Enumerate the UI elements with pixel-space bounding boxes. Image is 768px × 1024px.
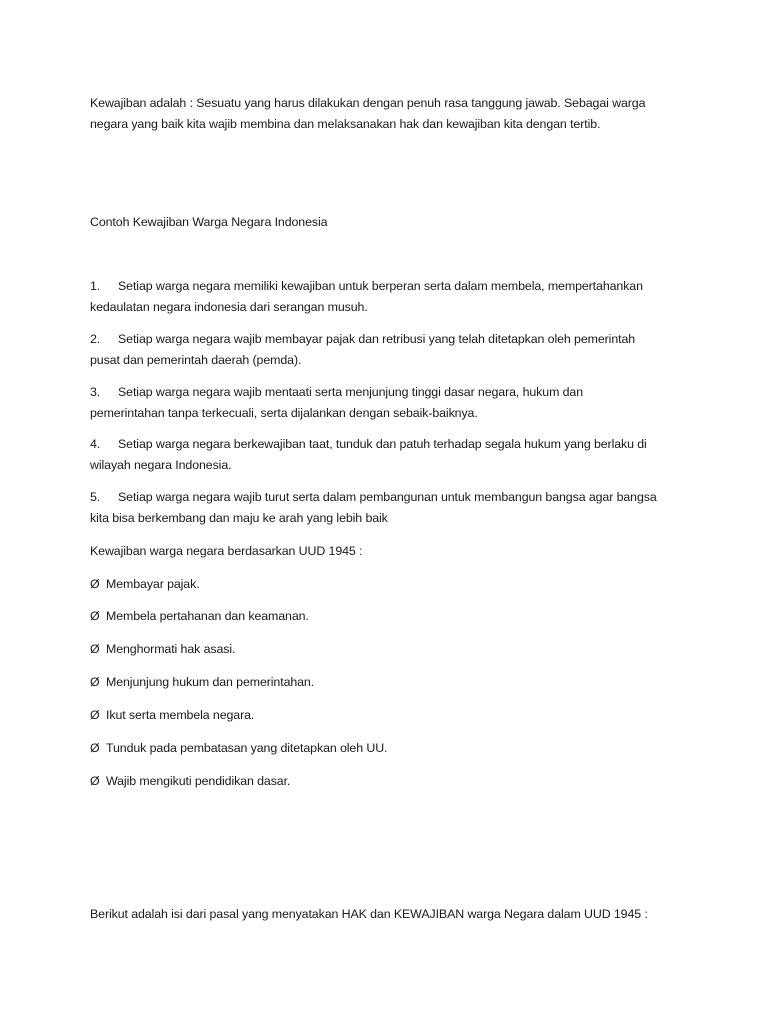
example-item-2 <box>90 329 690 371</box>
example-item-1 <box>90 276 690 318</box>
example-line-2: kedaulatan negara indonesia dari serangan musuh. <box>90 300 368 314</box>
uud-list-item: Ø Tunduk pada pembatasan yang ditetapkan oleh UU. <box>90 738 387 759</box>
example-line-2: pemerintahan tanpa terkecuali, serta dijalankan dengan sebaik-baiknya. <box>90 406 478 420</box>
uud-list-item: Ø Ikut serta membela negara. <box>90 705 254 726</box>
example-number: 3. <box>90 385 101 399</box>
example-number: 2. <box>90 332 101 346</box>
example-line-2: wilayah negara Indonesia. <box>90 458 232 472</box>
example-line-2: kita bisa berkembang dan maju ke arah yang lebih baik <box>90 511 388 525</box>
example-item-4 <box>90 434 690 476</box>
uud-list-item: Ø Menjunjung hukum dan pemerintahan. <box>90 672 314 693</box>
bullet-icon: Ø <box>90 642 100 656</box>
uud-list-item: Ø Menghormati hak asasi. <box>90 639 235 660</box>
bullet-icon: Ø <box>90 741 100 755</box>
uud-list-item: Ø Wajib mengikuti pendidikan dasar. <box>90 771 290 792</box>
example-item-5 <box>90 487 690 529</box>
intro-paragraph <box>90 93 690 135</box>
intro-line-2: negara yang baik kita wajib membina dan melaksanakan hak dan kewajiban kita dengan tertib. <box>90 117 601 131</box>
bullet-icon: Ø <box>90 675 100 689</box>
bullet-icon: Ø <box>90 708 100 722</box>
example-number: 5. <box>90 490 101 504</box>
example-line-1: Setiap warga negara memiliki kewajiban untuk berperan serta dalam membela, mempertahankan <box>118 279 643 293</box>
bullet-icon: Ø <box>90 774 100 788</box>
example-line-1: Setiap warga negara berkewajiban taat, tunduk dan patuh terhadap segala hukum yang berlaku di <box>118 437 647 451</box>
example-line-1: Setiap warga negara wajib turut serta dalam pembangunan untuk membangun bangsa agar bangsa <box>118 490 657 504</box>
uud-heading: Kewajiban warga negara berdasarkan UUD 1945 : <box>90 544 363 558</box>
example-line-1: Setiap warga negara wajib membayar pajak dan retribusi yang telah ditetapkan oleh pemerintah <box>118 332 636 346</box>
example-line-2: pusat dan pemerintah daerah (pemda). <box>90 353 302 367</box>
uud-list-item: Ø Membela pertahanan dan keamanan. <box>90 606 309 627</box>
example-number: 1. <box>90 279 101 293</box>
intro-line-1: Kewajiban adalah : Sesuatu yang harus dilakukan dengan penuh rasa tanggung jawab. Sebagai warga <box>90 96 646 110</box>
bullet-icon: Ø <box>90 609 100 623</box>
example-line-1: Setiap warga negara wajib mentaati serta menjunjung tinggi dasar negara, hukum dan <box>118 385 584 399</box>
closing-paragraph: Berikut adalah isi dari pasal yang menyatakan HAK dan KEWAJIBAN warga Negara dalam UUD 1945 : <box>90 907 648 921</box>
uud-list-item: Ø Membayar pajak. <box>90 574 200 595</box>
bullet-icon: Ø <box>90 577 100 591</box>
section-title: Contoh Kewajiban Warga Negara Indonesia <box>90 215 328 229</box>
example-number: 4. <box>90 437 101 451</box>
example-item-3 <box>90 382 690 424</box>
